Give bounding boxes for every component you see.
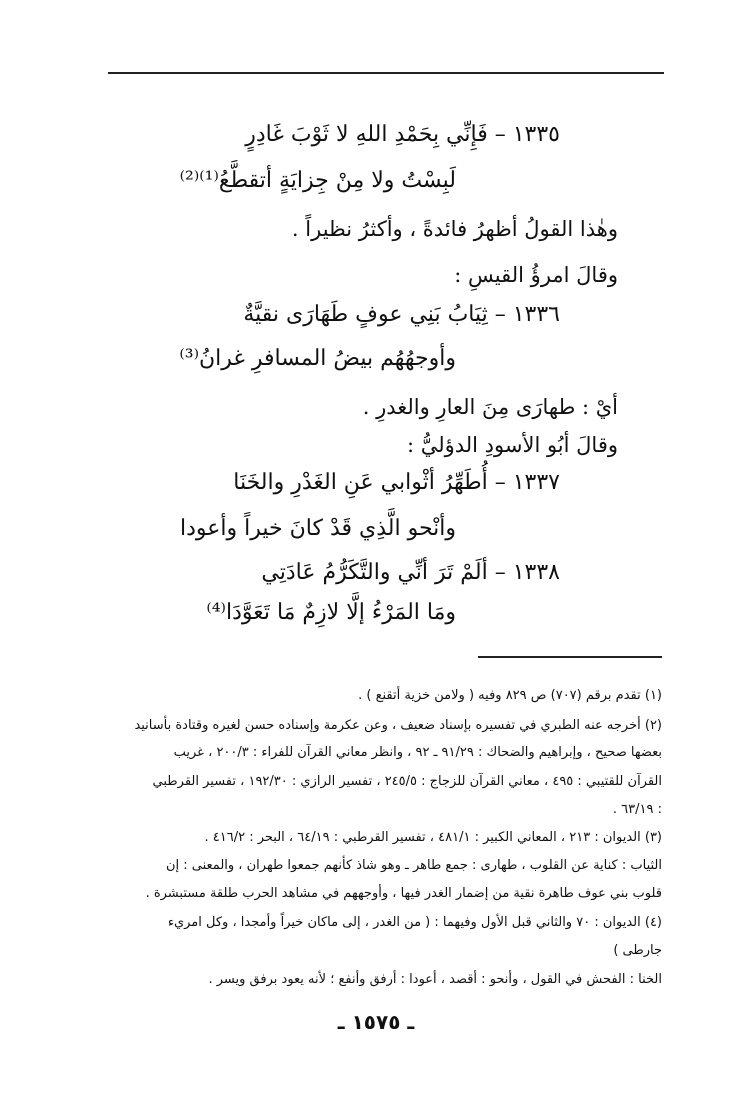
footnote-rule bbox=[478, 656, 662, 658]
paragraph-1: وهٰذا القولُ أظهرُ فائدةً ، وأكثرُ نظيراً . bbox=[291, 217, 618, 241]
footnote-2-line-4: : ٦٣/١٩ . bbox=[612, 802, 662, 817]
page-number: ـ ١٥٧٥ ـ bbox=[337, 1010, 415, 1034]
footnote-2-line-3: القرآن للقتيبي : ٤٩٥ ، معاني القرآن للزجاج : ٢٤٥/٥ ، تفسير الرازي : ١٩٢/٣٠ ، تفسير القرطبي bbox=[152, 774, 662, 789]
footnote-2-line-2: بعضها صحيح ، وإبراهيم والضحاك : ٩١/٢٩ ـ ٩٢ ، وانظر معاني القرآن للفراء : ٢٠٠/٣ ، غريب bbox=[173, 745, 662, 760]
footnote-3-line-2: الثياب : كناية عن القلوب ، طهارى : جمع طاهر ـ وهو شاذ كأنهم جمعوا طهران ، والمعنى : إن bbox=[165, 858, 662, 873]
verse-1337-first-hemistich: ١٣٣٧ – أُطَهِّرُ أثْوابي عَنِ الغَدْرِ والخَنَا bbox=[233, 470, 560, 495]
paragraph-4: وقالَ أبُو الأسودِ الدؤليُّ : bbox=[406, 433, 618, 457]
verse-1338-second-hemistich: ومَا المَرْءُ إلَّا لازِمٌ مَا تَعَوَّدَا⁽⁴⁾ bbox=[206, 600, 456, 625]
verse-1337-second-hemistich: وأنْحو الَّذِي قَدْ كانَ خيراً وأعودا bbox=[180, 516, 456, 541]
footnote-4-line-3: الخنا : الفحش في القول ، وأنحو : أقصد ، أعودا : أرفق وأنفع ؛ لأنه يعود برفق ويسر . bbox=[208, 972, 662, 987]
verse-1336-first-hemistich: ١٣٣٦ – ثِيَابُ بَنِي عوفٍ طَهَارَى نقيَّةٌ bbox=[243, 302, 560, 327]
footnote-2-line-1: (٢) أخرجه عنه الطبري في تفسيره بإسناد ضعيف ، وعن عكرمة وإسناده حسن لغيره وقتادة بأسانيد bbox=[134, 718, 662, 733]
footnote-3-line-1: (٣) الديوان : ٢١٣ ، المعاني الكبير : ٤٨١/١ ، تفسير القرطبي : ٦٤/١٩ ، البحر : ٤١٦/٢ . bbox=[204, 830, 662, 845]
header-rule bbox=[108, 72, 664, 74]
footnote-1: (١) تقدم برقم (٧٠٧) ص ٨٢٩ وفيه ( ولامن خزية أتقنع ) . bbox=[358, 688, 662, 703]
verse-1335-second-hemistich: لَبِسْتُ ولا مِنْ جِزايَةٍ أتقطَّعُ⁽¹⁾⁽²⁾ bbox=[179, 168, 456, 193]
footnote-4-line-1: (٤) الديوان : ٧٠ والثاني قبل الأول وفيهما : ( من الغدر ، إلى ماكان خيراً وأمجدا ، وكل امريء bbox=[167, 915, 662, 930]
verse-1335-first-hemistich: ١٣٣٥ – فَإِنِّي بِحَمْدِ اللهِ لا ثَوْبَ غَادِرٍ bbox=[245, 122, 560, 147]
verse-1336-second-hemistich: وأوجهُهُم بيضُ المسافرِ غرانُ⁽³⁾ bbox=[179, 346, 456, 371]
footnote-3-line-3: قلوب بني عوف طاهرة نقية من إضمار الغدر فيها ، وأوجههم في مشاهد الحرب طلقة مستبشرة . bbox=[145, 886, 662, 901]
paragraph-3: أيْ : طهارَى مِنَ العارِ والغدرِ . bbox=[362, 395, 618, 419]
paragraph-2: وقالَ امرؤُ القيسِ : bbox=[454, 263, 618, 287]
verse-1338-first-hemistich: ١٣٣٨ – ألَمْ تَرَ أنِّي والتَّكَرُّمُ عَادَتِي bbox=[261, 560, 560, 585]
footnote-4-line-2: جارطى ) bbox=[613, 943, 662, 958]
